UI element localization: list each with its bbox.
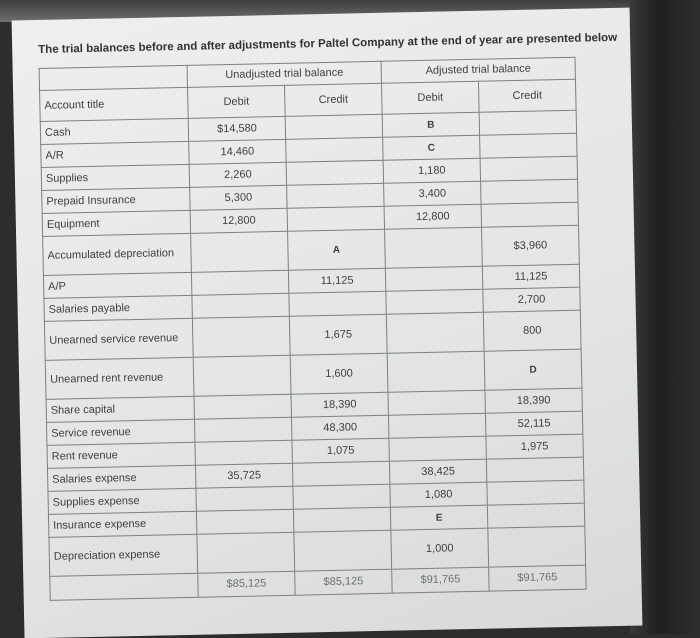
unadjusted-credit-cell: 48,300: [291, 415, 388, 440]
unadjusted-credit-cell: [293, 484, 390, 509]
adjusted-debit-cell: [385, 227, 483, 268]
adjusted-debit-cell: B: [382, 112, 479, 137]
unadjusted-debit-cell: 35,725: [195, 463, 292, 488]
unadjusted-debit-cell: [191, 231, 289, 272]
unadjusted-debit-cell: [195, 440, 292, 465]
total-unadjusted-debit: $85,125: [198, 571, 295, 597]
unadjusted-credit-cell: [293, 507, 390, 532]
unadjusted-debit-cell: 14,460: [189, 139, 286, 164]
unadjusted-credit-cell: 1,600: [290, 353, 388, 394]
account-title-cell: Salaries payable: [44, 295, 192, 321]
unadjusted-credit-cell: A: [288, 229, 386, 270]
account-title-cell: Cash: [40, 118, 188, 144]
unadjusted-credit-cell: [287, 206, 384, 231]
adjusted-credit-cell: 52,115: [485, 411, 582, 436]
adjusted-debit-cell: [386, 289, 483, 314]
adjusted-debit-cell: 1,180: [383, 158, 480, 183]
adjusted-credit-cell: 2,700: [483, 287, 580, 312]
account-title-cell: Accumulated depreciation: [43, 233, 192, 275]
unadjusted-credit-cell: 11,125: [288, 268, 385, 293]
unadjusted-credit-cell: 1,075: [292, 438, 389, 463]
adjusted-debit-cell: E: [390, 505, 487, 530]
unadjusted-credit-cell: 18,390: [291, 392, 388, 417]
account-title-cell: Prepaid Insurance: [42, 187, 190, 213]
account-title-cell: Salaries expense: [47, 465, 195, 491]
adjusted-debit-cell: [385, 266, 482, 291]
unadjusted-header: Unadjusted trial balance: [187, 61, 381, 87]
adjusted-debit-cell: [386, 312, 484, 353]
account-title-cell: Supplies expense: [48, 488, 196, 514]
unadjusted-debit-cell: 5,300: [190, 185, 287, 210]
account-title-cell: Supplies: [41, 164, 189, 190]
account-title-cell: A/R: [41, 141, 189, 167]
adjusted-credit-cell: 1,975: [486, 434, 583, 459]
account-title-cell: Service revenue: [47, 419, 195, 445]
unadjusted-debit-cell: [196, 486, 293, 511]
adjusted-debit-header: Debit: [381, 81, 479, 114]
adjusted-debit-cell: [388, 413, 485, 438]
account-title-cell: Unearned rent revenue: [45, 357, 194, 399]
unadjusted-credit-cell: [289, 291, 386, 316]
unadjusted-debit-cell: [193, 355, 291, 396]
unadjusted-debit-cell: $14,580: [188, 116, 285, 141]
adjusted-credit-cell: [481, 202, 578, 227]
adjusted-debit-cell: C: [383, 135, 480, 160]
account-title-cell: Rent revenue: [47, 442, 195, 468]
unadjusted-debit-cell: [197, 532, 295, 573]
account-title-cell: A/P: [43, 272, 191, 298]
trial-balance-table: [39, 57, 587, 601]
adjusted-debit-cell: 1,000: [391, 528, 489, 569]
unadjusted-debit-cell: [196, 509, 293, 534]
account-title-cell: Depreciation expense: [49, 534, 198, 576]
unadjusted-debit-cell: 12,800: [190, 208, 287, 233]
account-title-cell: Unearned service revenue: [44, 318, 193, 360]
account-title-cell: Equipment: [42, 210, 190, 236]
unadjusted-credit-cell: [294, 530, 392, 571]
account-title-cell: Share capital: [46, 396, 194, 422]
total-unadjusted-credit: $85,125: [295, 569, 392, 595]
unadjusted-credit-header: Credit: [285, 83, 383, 116]
unadjusted-debit-cell: [192, 293, 289, 318]
unadjusted-credit-cell: [286, 137, 383, 162]
adjusted-header: Adjusted trial balance: [381, 57, 575, 83]
account-title-cell: Insurance expense: [48, 511, 196, 537]
adjusted-debit-cell: 12,800: [384, 204, 481, 229]
adjusted-debit-cell: [387, 351, 485, 392]
table-body: [40, 110, 585, 576]
unadjusted-debit-cell: [192, 316, 290, 357]
unadjusted-credit-cell: [285, 114, 382, 139]
worksheet-paper: [12, 8, 643, 638]
total-adjusted-debit: $91,765: [392, 567, 489, 593]
unadjusted-debit-cell: 2,260: [189, 162, 286, 187]
totals-label-cell: [50, 573, 198, 600]
page-title: The trial balances before and after adjustments for Paltel Company at the end of year are presented below: [38, 31, 618, 56]
unadjusted-debit-cell: [194, 417, 291, 442]
adjusted-debit-cell: 38,425: [389, 459, 486, 484]
unadjusted-credit-cell: [286, 160, 383, 185]
unadjusted-debit-cell: [191, 270, 288, 295]
unadjusted-credit-cell: [287, 183, 384, 208]
adjusted-credit-cell: [487, 503, 584, 528]
adjusted-credit-cell: [479, 110, 576, 135]
adjusted-credit-cell: [480, 133, 577, 158]
total-adjusted-credit: $91,765: [489, 565, 586, 591]
adjusted-debit-cell: [388, 390, 485, 415]
adjusted-credit-cell: 18,390: [485, 388, 582, 413]
unadjusted-debit-header: Debit: [188, 85, 286, 118]
account-title-header: Account title: [40, 87, 189, 121]
adjusted-credit-cell: [486, 457, 583, 482]
adjusted-credit-cell: [487, 480, 584, 505]
adjusted-credit-cell: 800: [483, 310, 581, 351]
adjusted-credit-cell: [481, 179, 578, 204]
adjusted-credit-cell: D: [484, 349, 582, 390]
unadjusted-credit-cell: [292, 461, 389, 486]
adjusted-debit-cell: 1,080: [390, 482, 487, 507]
adjusted-debit-cell: 3,400: [384, 181, 481, 206]
unadjusted-debit-cell: [194, 394, 291, 419]
adjusted-credit-cell: $3,960: [482, 225, 580, 266]
adjusted-credit-cell: [480, 156, 577, 181]
adjusted-credit-cell: [488, 526, 586, 567]
unadjusted-credit-cell: 1,675: [289, 314, 387, 355]
blank-corner: [39, 65, 187, 90]
adjusted-credit-cell: 11,125: [482, 264, 579, 289]
adjusted-debit-cell: [389, 436, 486, 461]
adjusted-credit-header: Credit: [478, 79, 576, 112]
